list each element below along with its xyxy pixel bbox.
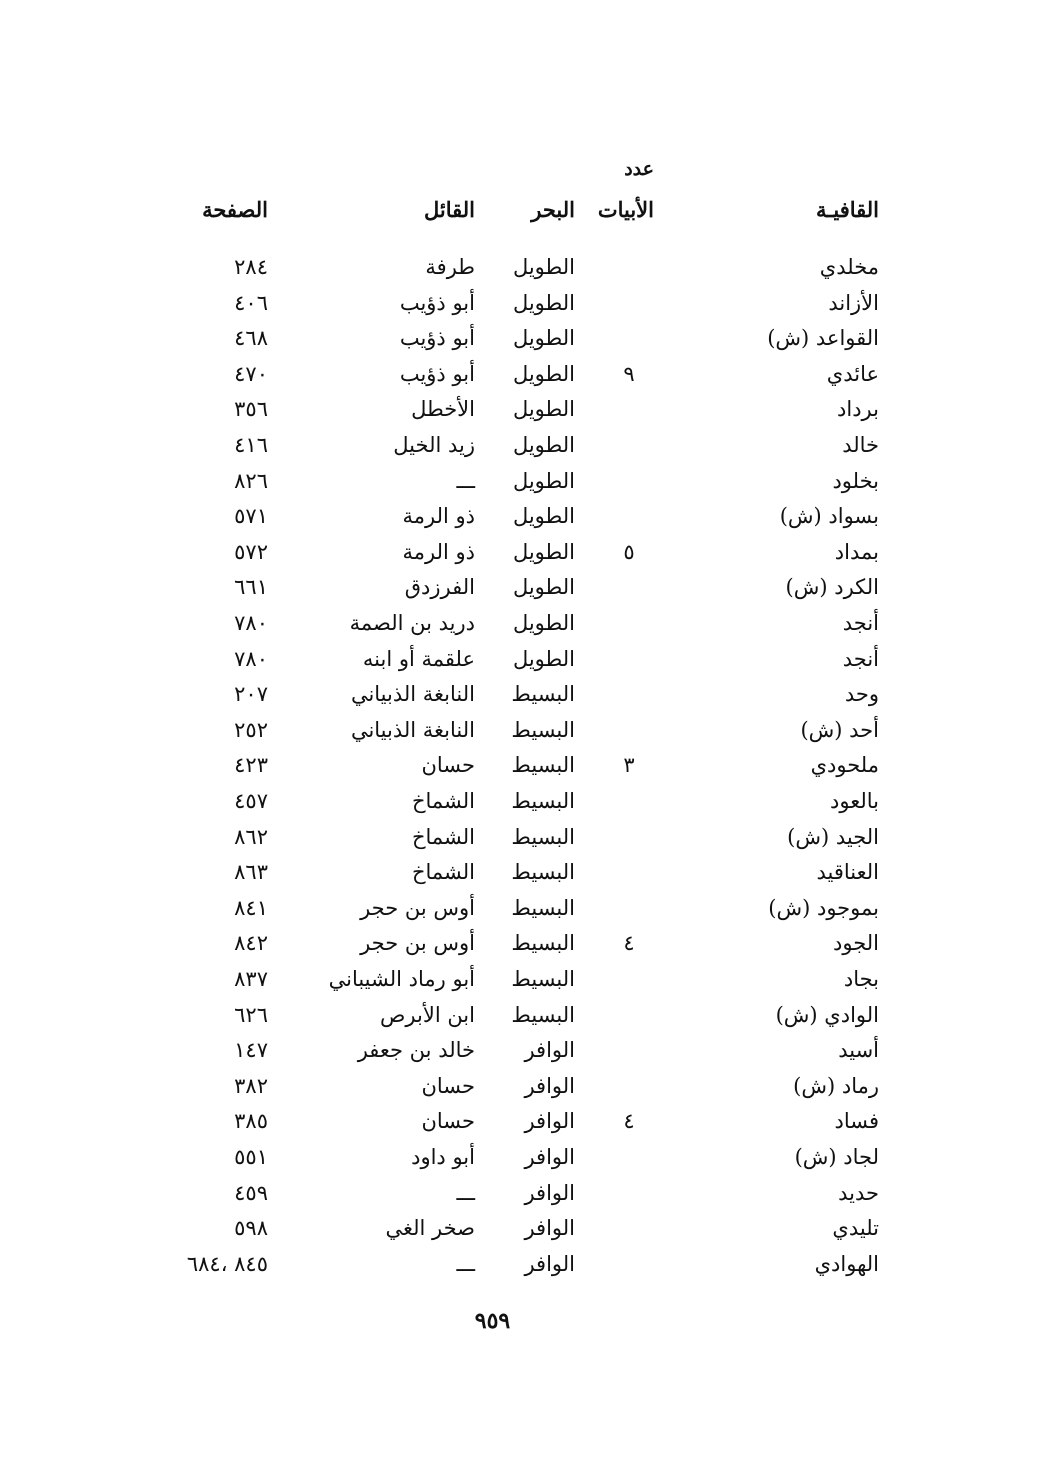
page-number: ٩٥٩ xyxy=(474,1308,511,1334)
meter-cell: الطويل xyxy=(512,504,575,528)
poet-cell: الشماخ xyxy=(411,789,475,813)
rhyme-cell: الكرد (ش) xyxy=(785,575,879,599)
page-cell: ٨٦٢ xyxy=(234,825,268,849)
rhyme-cell: رماد (ش) xyxy=(793,1074,879,1098)
rhyme-cell: تليدي xyxy=(832,1216,879,1240)
poet-cell: أبو ذؤيب xyxy=(399,291,475,315)
rhyme-cell: بالعود xyxy=(830,789,879,813)
table-row xyxy=(0,285,1037,321)
poet-cell: ـــ xyxy=(456,1252,475,1276)
meter-cell: البسيط xyxy=(511,967,575,991)
table-row xyxy=(0,641,1037,677)
poet-cell: أبو رماد الشيباني xyxy=(328,967,475,991)
count-cell xyxy=(614,1032,644,1068)
meter-cell: البسيط xyxy=(511,931,575,955)
rhyme-cell: أسيد xyxy=(838,1038,879,1062)
meter-cell: الطويل xyxy=(512,469,575,493)
page-cell: ٥٧٢ xyxy=(234,540,268,564)
count-cell xyxy=(614,997,644,1033)
table-row xyxy=(0,1210,1037,1246)
count-cell xyxy=(614,1139,644,1175)
poet-cell: أوس بن حجر xyxy=(360,896,475,920)
page-cell: ٤٥٧ xyxy=(234,789,268,813)
meter-cell: البسيط xyxy=(511,753,575,777)
table-row xyxy=(0,819,1037,855)
poet-cell: النابغة الذبياني xyxy=(350,718,475,742)
table-row xyxy=(0,997,1037,1033)
table-row xyxy=(0,747,1037,783)
meter-cell: الطويل xyxy=(512,647,575,671)
rhyme-cell: بمداد xyxy=(834,540,879,564)
poet-cell: أبو ذؤيب xyxy=(399,362,475,386)
count-cell xyxy=(614,1210,644,1246)
page-cell: ٨٤٥ ،٦٨٤ xyxy=(186,1252,268,1276)
poet-cell: طرفة xyxy=(425,255,475,279)
rhyme-cell: مخلدي xyxy=(819,255,879,279)
poet-cell: أبو ذؤيب xyxy=(399,326,475,350)
page-cell: ٤٧٠ xyxy=(234,362,268,386)
rhyme-cell: الوادي (ش) xyxy=(775,1003,879,1027)
table-row xyxy=(0,427,1037,463)
table-row xyxy=(0,320,1037,356)
page-cell: ٣٨٥ xyxy=(234,1109,268,1133)
count-cell xyxy=(614,320,644,356)
meter-cell: الطويل xyxy=(512,291,575,315)
poet-cell: دريد بن الصمة xyxy=(349,611,475,635)
meter-cell: البسيط xyxy=(511,718,575,742)
table-row xyxy=(0,676,1037,712)
table-row xyxy=(0,356,1037,392)
rhyme-cell: بموجود (ش) xyxy=(768,896,879,920)
table-row xyxy=(0,605,1037,641)
rhyme-cell: خالد xyxy=(842,433,879,457)
poet-cell: خالد بن جعفر xyxy=(357,1038,475,1062)
table-row xyxy=(0,1139,1037,1175)
meter-cell: الوافر xyxy=(524,1074,575,1098)
page-cell: ٨٤١ xyxy=(234,896,268,920)
meter-cell: البسيط xyxy=(511,896,575,920)
poet-cell: صخر الغي xyxy=(385,1216,475,1240)
page-cell: ٥٩٨ xyxy=(234,1216,268,1240)
page-cell: ٧٨٠ xyxy=(234,611,268,635)
header-rhyme: القافيـة xyxy=(815,197,879,222)
count-cell xyxy=(614,712,644,748)
table-row xyxy=(0,534,1037,570)
meter-cell: الوافر xyxy=(524,1145,575,1169)
rhyme-cell: الأزاند xyxy=(828,291,879,315)
table-row xyxy=(0,1032,1037,1068)
page-cell: ٥٧١ xyxy=(234,504,268,528)
count-cell xyxy=(614,819,644,855)
poet-cell: حسان xyxy=(421,1109,475,1133)
table-row xyxy=(0,569,1037,605)
meter-cell: الطويل xyxy=(512,326,575,350)
page-cell: ٧٨٠ xyxy=(234,647,268,671)
poet-cell: حسان xyxy=(421,1074,475,1098)
page-cell: ٣٥٦ xyxy=(234,397,268,421)
table-row xyxy=(0,890,1037,926)
count-cell xyxy=(614,676,644,712)
page-cell: ٤٥٩ xyxy=(234,1181,268,1205)
meter-cell: الطويل xyxy=(512,433,575,457)
page-cell: ٦٦١ xyxy=(234,575,268,599)
meter-cell: الوافر xyxy=(524,1109,575,1133)
rhyme-cell: الهوادي xyxy=(814,1252,879,1276)
count-cell xyxy=(614,463,644,499)
table-row xyxy=(0,1175,1037,1211)
count-cell xyxy=(614,605,644,641)
poet-cell: زيد الخيل xyxy=(393,433,475,457)
rhyme-cell: ملحودي xyxy=(810,753,879,777)
page-cell: ٤٦٨ xyxy=(234,326,268,350)
count-cell xyxy=(614,569,644,605)
poet-cell: أبو داود xyxy=(411,1145,475,1169)
rhyme-cell: برداد xyxy=(837,397,879,421)
poet-cell: الفرزدق xyxy=(404,575,475,599)
count-cell xyxy=(614,1068,644,1104)
page-cell: ٤٢٣ xyxy=(234,753,268,777)
count-cell xyxy=(614,498,644,534)
poet-cell: النابغة الذبياني xyxy=(350,682,475,706)
rhyme-cell: فساد xyxy=(834,1109,879,1133)
rhyme-cell: القواعد (ش) xyxy=(767,326,879,350)
table-row xyxy=(0,961,1037,997)
meter-cell: الطويل xyxy=(512,362,575,386)
poet-cell: علقمة أو ابنه xyxy=(362,647,475,671)
page-cell: ٥٥١ xyxy=(234,1145,268,1169)
rhyme-cell: بخلود xyxy=(832,469,879,493)
poet-cell: ابن الأبرص xyxy=(380,1003,475,1027)
meter-cell: البسيط xyxy=(511,682,575,706)
count-cell xyxy=(614,391,644,427)
page-cell: ٨٢٦ xyxy=(234,469,268,493)
count-cell xyxy=(614,961,644,997)
page-cell: ٨٤٢ xyxy=(234,931,268,955)
meter-cell: البسيط xyxy=(511,1003,575,1027)
rhyme-cell: العناقيد xyxy=(816,860,879,884)
poet-cell: حسان xyxy=(421,753,475,777)
page-cell: ٢٨٤ xyxy=(234,255,268,279)
table-row xyxy=(0,854,1037,890)
meter-cell: الطويل xyxy=(512,255,575,279)
meter-cell: الوافر xyxy=(524,1216,575,1240)
poet-cell: الشماخ xyxy=(411,825,475,849)
count-cell xyxy=(614,427,644,463)
table-row xyxy=(0,391,1037,427)
count-cell xyxy=(614,890,644,926)
table-row xyxy=(0,783,1037,819)
meter-cell: الطويل xyxy=(512,540,575,564)
poet-cell: ذو الرمة xyxy=(402,504,475,528)
rhyme-cell: لجاد (ش) xyxy=(794,1145,879,1169)
header-page: الصفحة xyxy=(202,197,268,222)
meter-cell: البسيط xyxy=(511,860,575,884)
poet-cell: ـــ xyxy=(456,469,475,493)
poet-cell: الأخطل xyxy=(411,397,475,421)
count-cell xyxy=(614,641,644,677)
count-cell: ٥ xyxy=(623,540,635,564)
count-cell: ٣ xyxy=(623,753,635,777)
table-row xyxy=(0,1103,1037,1139)
page-cell: ٨٦٣ xyxy=(234,860,268,884)
count-cell: ٤ xyxy=(623,1109,635,1133)
count-cell: ٩ xyxy=(623,362,635,386)
table-row xyxy=(0,463,1037,499)
rhyme-cell: عائدي xyxy=(826,362,879,386)
table-row xyxy=(0,1068,1037,1104)
header-count-top: عدد xyxy=(624,158,654,180)
rhyme-cell: الجود xyxy=(833,931,879,955)
poet-cell: أوس بن حجر xyxy=(360,931,475,955)
count-cell xyxy=(614,285,644,321)
page-cell: ٢٠٧ xyxy=(234,682,268,706)
meter-cell: البسيط xyxy=(511,825,575,849)
meter-cell: الطويل xyxy=(512,611,575,635)
count-cell xyxy=(614,1246,644,1282)
table-row xyxy=(0,1246,1037,1282)
rhyme-cell: بجاد xyxy=(843,967,879,991)
meter-cell: الطويل xyxy=(512,575,575,599)
meter-cell: البسيط xyxy=(511,789,575,813)
rhyme-cell: وحد xyxy=(844,682,879,706)
table-row xyxy=(0,925,1037,961)
rhyme-cell: حديد xyxy=(838,1181,879,1205)
page-cell: ٤٠٦ xyxy=(234,291,268,315)
poet-cell: ذو الرمة xyxy=(402,540,475,564)
page-cell: ٣٨٢ xyxy=(234,1074,268,1098)
count-cell xyxy=(614,783,644,819)
count-cell xyxy=(614,1175,644,1211)
page-cell: ٢٥٢ xyxy=(234,718,268,742)
page-cell: ٦٢٦ xyxy=(234,1003,268,1027)
meter-cell: الوافر xyxy=(524,1252,575,1276)
header-count: الأبيات xyxy=(597,197,654,222)
page-cell: ١٤٧ xyxy=(234,1038,268,1062)
rhyme-cell: الجيد (ش) xyxy=(787,825,879,849)
rhyme-cell: أنجد xyxy=(842,611,879,635)
header-poet: القائل xyxy=(423,197,475,222)
count-cell: ٤ xyxy=(623,931,635,955)
count-cell xyxy=(614,249,644,285)
meter-cell: الوافر xyxy=(524,1181,575,1205)
table-row xyxy=(0,249,1037,285)
rhyme-cell: أحد (ش) xyxy=(800,718,879,742)
meter-cell: الوافر xyxy=(524,1038,575,1062)
table-row xyxy=(0,712,1037,748)
page-cell: ٤١٦ xyxy=(234,433,268,457)
table-row xyxy=(0,498,1037,534)
poet-cell: الشماخ xyxy=(411,860,475,884)
rhyme-cell: بسواد (ش) xyxy=(779,504,879,528)
rhyme-cell: أنجد xyxy=(842,647,879,671)
table-header xyxy=(0,192,1037,228)
page-cell: ٨٣٧ xyxy=(234,967,268,991)
header-meter: البحر xyxy=(531,197,575,222)
meter-cell: الطويل xyxy=(512,397,575,421)
poet-cell: ـــ xyxy=(456,1181,475,1205)
count-cell xyxy=(614,854,644,890)
